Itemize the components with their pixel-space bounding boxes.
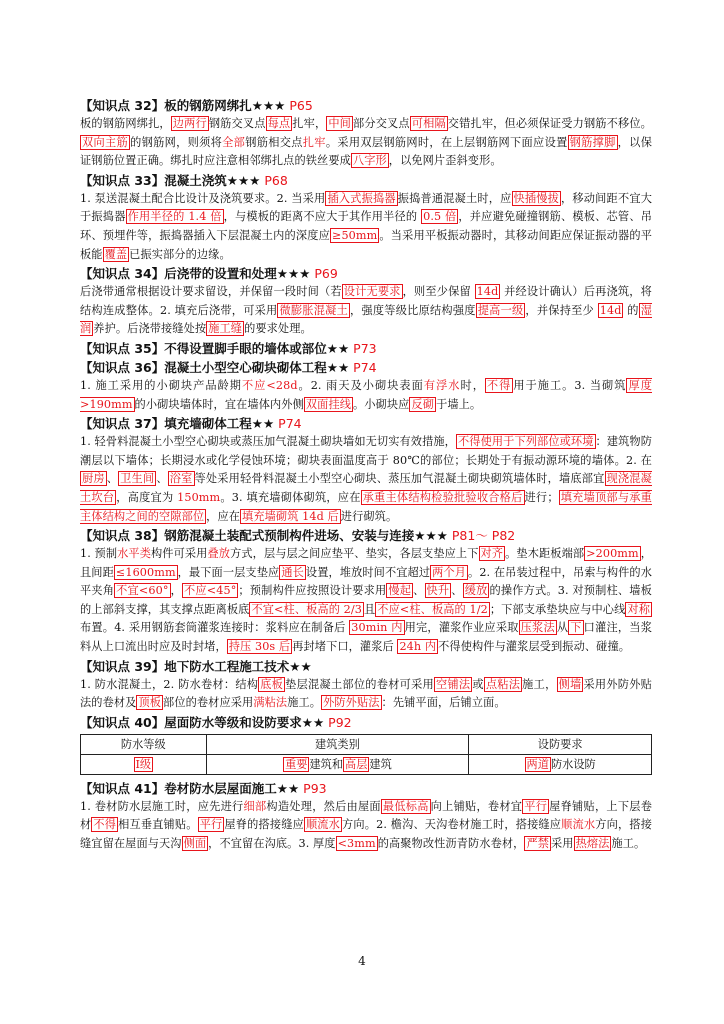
body-text: 部分交叉点 <box>353 117 410 130</box>
key-term-boxed: 空铺法 <box>436 677 471 691</box>
section-title: 【知识点 35】不得设置脚手眼的墙体或部位★★ <box>80 340 350 356</box>
key-term-boxed: 顺流水 <box>305 818 341 832</box>
key-term-boxed: <3mm <box>337 837 376 851</box>
page-reference: P74 <box>278 416 302 432</box>
section-heading <box>80 96 652 115</box>
key-term-boxed: 快升 <box>426 584 450 598</box>
key-term-boxed: 不宜<60° <box>116 584 169 598</box>
body-text: 施工。 <box>611 837 646 851</box>
body-text: 1. 轻骨料混凝土小型空心砌块或蒸压加气混凝土砌块墙如无切实有效措施， <box>80 435 456 449</box>
key-term-boxed: 钢筋撑脚 <box>569 135 616 149</box>
key-term: 扎牢 <box>302 135 326 149</box>
key-term-boxed: 每点 <box>267 117 291 130</box>
knowledge-section <box>80 171 652 264</box>
body-text: ；下部支承垫块应与中心线 <box>489 602 626 616</box>
page-reference: P74 <box>353 359 377 375</box>
key-term-boxed: 两道 <box>526 758 549 772</box>
body-text: 1. 泵送混凝土配合比设计及浇筑要求。2. 当采用 <box>80 191 326 205</box>
body-text: 部位的卷材应采用 <box>163 696 254 710</box>
body-text: 施工， <box>522 677 557 691</box>
section-paragraph <box>80 283 652 339</box>
body-text: 再封堵下口，灌浆后 <box>292 640 398 654</box>
body-text: 或 <box>472 677 484 691</box>
key-term-boxed: 不应<柱、板高的 1/2 <box>377 602 488 616</box>
body-text: 时， <box>460 378 485 392</box>
body-text: 屋脊铺贴，上下层卷材 <box>80 799 653 832</box>
body-text: 用于施工。3. 当砌筑 <box>513 378 627 392</box>
key-term-boxed: 八字形 <box>352 154 387 168</box>
key-term-boxed: 厨房 <box>82 472 105 486</box>
body-text: 施工。 <box>287 696 322 710</box>
body-text: 。3. 填充墙砌体砌筑，应在 <box>220 490 361 504</box>
body-text: 养护。后浇带接缝处按 <box>93 322 207 336</box>
key-term-boxed: 厚度>190mm <box>80 378 652 411</box>
body-text: 的小砌块墙体时，宜在墙体内外侧 <box>134 397 304 411</box>
key-term-boxed: 不应<45° <box>184 584 237 598</box>
page-reference: P81～ P82 <box>451 528 516 544</box>
knowledge-section <box>80 779 652 854</box>
body-text: 的 <box>623 303 639 317</box>
section-heading <box>80 657 652 676</box>
page-reference: P69 <box>314 266 338 282</box>
key-term-boxed: 侧面 <box>183 837 207 851</box>
body-text: 的高聚物改性沥青防水卷材， <box>377 837 525 851</box>
key-term-boxed: ≤1600mm <box>115 565 176 579</box>
key-term-boxed: 现浇混凝土坎台 <box>80 472 652 504</box>
body-text: ，且间距 <box>80 547 652 579</box>
section-paragraph <box>80 190 652 264</box>
section-heading <box>80 414 652 433</box>
key-term-boxed: 24h 内 <box>399 640 437 654</box>
key-term-boxed: 慢起 <box>388 584 412 598</box>
body-text: 且 <box>363 602 376 616</box>
body-text: 布置。4. 采用钢筋套筒灌浆连接时：浆料应在制备后 <box>80 621 350 635</box>
key-term-boxed: 重要 <box>285 758 308 772</box>
body-text: 。当采用平板振动器时，其移动间距应保证振动器的平板能 <box>80 228 653 261</box>
waterproof-grade-table <box>80 734 652 775</box>
key-term-boxed: 顶板 <box>138 696 162 710</box>
body-text: ，以保证钢筋位置正确。绑扎时应注意相邻绑扎点的铁丝要成 <box>80 135 652 168</box>
body-text: 采用 <box>551 837 574 851</box>
body-text: ，高度宜为 <box>116 490 178 504</box>
knowledge-section <box>80 526 652 657</box>
page-reference: P93 <box>303 780 327 796</box>
key-term-boxed: ≥50mm <box>331 228 378 242</box>
section-heading <box>80 358 652 377</box>
key-term: 顺流水 <box>561 818 596 832</box>
key-term-boxed: 微膨胀混凝土 <box>279 303 349 317</box>
knowledge-section <box>80 339 652 358</box>
key-term-boxed: 浴室 <box>169 472 193 486</box>
table-header-cell: 建筑类别 <box>206 734 469 754</box>
body-text: 垫层混凝土部位的卷材可采用 <box>285 677 434 691</box>
section-heading <box>80 171 652 190</box>
body-text: 1. 卷材防水层施工时，应先进行 <box>80 799 244 813</box>
body-text: 进行； <box>524 490 559 504</box>
body-text: 构件可采用 <box>151 547 208 561</box>
key-term: 满粘法 <box>253 696 288 710</box>
key-term-boxed: 下 <box>570 621 582 635</box>
body-text: 钢筋交叉点 <box>208 117 266 130</box>
section-heading <box>80 779 652 798</box>
body-text: ，则至少保留 <box>402 285 475 299</box>
key-term-boxed: 持压 30s 后 <box>228 640 291 654</box>
key-term-boxed: 缓放 <box>464 584 488 598</box>
section-title: 【知识点 36】混凝土小型空心砌块砌体工程★★ <box>80 359 350 375</box>
key-term-boxed: Ⅰ级 <box>135 758 152 772</box>
body-text: 向上铺贴，卷材宜 <box>430 799 523 813</box>
section-title: 【知识点 34】后浇带的设置和处理★★★ <box>80 266 311 282</box>
knowledge-section <box>80 264 652 339</box>
key-term-boxed: 湿润 <box>80 303 652 336</box>
section-title: 【知识点 37】填充墙砌体工程★★ <box>80 416 275 432</box>
key-term: 150mm <box>177 490 221 504</box>
body-text: ， <box>170 584 183 598</box>
page-reference: P73 <box>353 340 377 356</box>
body-text: 。采用双层钢筋网时，在上层钢筋网下面应设置 <box>325 135 568 149</box>
body-text: 。2. 雨天及小砌块表面 <box>297 378 424 392</box>
key-term: 细部 <box>243 799 267 813</box>
body-text: 建筑和 <box>309 758 344 772</box>
body-text: 1. 施工采用的小砌块产品龄期 <box>80 378 242 392</box>
body-text: 振捣普通混凝土时，应 <box>397 191 512 205</box>
body-text: ，并应避免碰撞钢筋、模板、芯管、吊环、预埋件等，振捣器插入下层混凝土内的深度应 <box>80 210 653 242</box>
knowledge-section <box>80 657 652 713</box>
key-term-boxed: 最低标高 <box>382 799 429 813</box>
table-header-row <box>81 734 652 754</box>
body-text: 。垫木距板端部 <box>505 547 585 561</box>
body-text: 方式，层与层之间应垫平、垫实，各层支垫应上下 <box>230 547 479 561</box>
body-text: 。2. 在吊装过程中，吊索与构件的水平夹角 <box>80 565 652 598</box>
key-term-boxed: 双向主筋 <box>82 135 129 149</box>
key-term-boxed: 填充墙顶部与承重主体结构之间的空隙部位 <box>80 490 652 523</box>
page-reference: P68 <box>264 172 288 188</box>
section-title: 【知识点 38】钢筋混凝土装配式预制构件进场、安装与连接★★★ <box>80 528 448 544</box>
table-row <box>81 754 652 774</box>
key-term-boxed: 中间 <box>328 117 352 130</box>
table-header-cell: 设防要求 <box>469 734 652 754</box>
section-paragraph <box>80 798 652 854</box>
key-term: 有浮水 <box>423 378 461 392</box>
body-text: 、 <box>156 472 168 486</box>
section-paragraph <box>80 115 652 171</box>
body-text: 于墙上。 <box>436 397 482 411</box>
body-text: 建筑 <box>369 758 392 772</box>
body-text: 构造处理，然后由屋面 <box>266 799 381 813</box>
body-text: 已振实部分的边缘。 <box>129 247 231 261</box>
body-text: 的钢筋网，则须将 <box>130 135 223 149</box>
key-term-boxed: 提高一级 <box>477 303 524 317</box>
body-text: ；预制构件应按照设计要求用 <box>238 584 387 598</box>
table-cell <box>206 754 469 774</box>
key-term-boxed: 热熔法 <box>575 837 610 851</box>
knowledge-section <box>80 713 652 775</box>
body-text: 采用外防外贴法的卷材及 <box>80 677 652 710</box>
section-heading <box>80 339 652 358</box>
key-term-boxed: 0.5 倍 <box>423 210 457 224</box>
body-text: 1. 预制 <box>80 547 118 561</box>
body-text: 板的钢筋网绑扎， <box>80 117 171 130</box>
knowledge-section <box>80 358 652 414</box>
body-text: 交错扎牢，但必须保证受力钢筋不移位。 <box>447 117 652 130</box>
key-term-boxed: 覆盖 <box>104 247 128 261</box>
body-text: 等处采用轻骨料混凝土小型空心砌块、蒸压加气混凝土砌块砌筑墙体时，墙底部宜 <box>194 472 605 486</box>
key-term-boxed: 14d <box>599 303 622 317</box>
section-paragraph <box>80 676 652 713</box>
body-text: ，不宜留在沟底。3. 厚度 <box>208 837 336 851</box>
key-term-boxed: 不得 <box>93 818 117 832</box>
key-term-boxed: 快插慢拔 <box>513 191 560 205</box>
body-text: 扎牢， <box>292 117 327 130</box>
body-text: 1. 防水混凝土，2. 防水卷材：结构 <box>80 677 259 691</box>
page-reference: P92 <box>328 714 352 730</box>
body-text: 口灌注，当浆料从上口流出时应及时封堵， <box>80 621 652 654</box>
body-text: 屋脊的搭接缝应 <box>224 818 304 832</box>
section-title: 【知识点 40】屋面防水等级和设防要求★★ <box>80 714 325 730</box>
key-term-boxed: 边两行 <box>172 117 207 130</box>
key-term-boxed: 对齐 <box>480 547 504 561</box>
body-text: 、 <box>451 584 463 598</box>
section-paragraph <box>80 377 652 414</box>
key-term-boxed: 底板 <box>260 677 284 691</box>
body-text: 相互垂直铺贴。 <box>118 818 198 832</box>
body-text: ：先铺平面，后铺立面。 <box>381 696 506 710</box>
section-heading <box>80 526 652 545</box>
key-term-boxed: 两个月 <box>432 565 467 579</box>
section-title: 【知识点 39】地下防水工程施工技术★★ <box>80 658 312 674</box>
page-reference: P65 <box>289 98 313 113</box>
body-text: 防水设防 <box>550 758 596 772</box>
key-term: 不应<28d <box>241 378 298 392</box>
body-text: 、 <box>106 472 119 486</box>
body-text: 的要求处理。 <box>244 322 312 336</box>
key-term-boxed: 设计无要求 <box>343 285 401 299</box>
body-text: ，与模板的距离不应大于其作用半径的 <box>223 210 422 224</box>
key-term-boxed: 不宜<柱、板高的 2/3 <box>251 602 362 616</box>
key-term-boxed: 填充墙砌筑 14d 后 <box>242 509 339 523</box>
key-term-boxed: 严禁 <box>526 837 550 851</box>
body-text: ，以免网片歪斜变形。 <box>388 154 502 168</box>
body-text: ，强度等级比原结构强度 <box>350 303 476 317</box>
table-cell <box>469 754 652 774</box>
key-term-boxed: 14d <box>476 285 499 299</box>
body-text: ，并保持至少 <box>525 303 598 317</box>
body-text: 后浇带通常根据设计要求留设，并保留一段时间（若 <box>80 285 342 299</box>
body-text: ，最下面一层支垫应 <box>177 565 280 579</box>
key-term-boxed: 施工缝 <box>208 322 243 336</box>
section-title: 【知识点 33】混凝土浇筑★★★ <box>80 172 261 188</box>
key-term-boxed: 平行 <box>524 799 548 813</box>
body-text: ，应在 <box>206 509 241 523</box>
body-text: 从 <box>556 621 569 635</box>
section-title: 【知识点 41】卷材防水层屋面施工★★ <box>80 780 300 796</box>
key-term-boxed: 侧墙 <box>558 677 582 691</box>
body-text: ：建筑物防潮层以下墙体；长期浸水或化学侵蚀环境；砌块表面温度高于 80℃的部位；长期处于有振动源环境的墙体。2. 在 <box>80 435 652 467</box>
key-term-boxed: 平行 <box>199 818 223 832</box>
key-term-boxed: 压浆法 <box>520 621 555 635</box>
key-term-boxed: >200mm <box>586 547 639 561</box>
body-text: 。小砌块应 <box>353 397 410 411</box>
table-cell <box>81 754 207 774</box>
body-text: 、 <box>413 584 425 598</box>
key-term-boxed: 外防外贴法 <box>323 696 380 710</box>
knowledge-section <box>80 96 652 171</box>
key-term-boxed: 对称 <box>627 602 650 616</box>
key-term-boxed: 30min 内 <box>351 621 403 635</box>
key-term-boxed: 不得使用于下列部位或环境 <box>457 435 594 449</box>
body-text: 钢筋相交点 <box>245 135 303 149</box>
key-term-boxed: 承重主体结构检验批验收合格后 <box>362 490 523 504</box>
key-term: 全部 <box>222 135 246 149</box>
key-term-boxed: 反砌 <box>411 397 435 411</box>
key-term-boxed: 点粘法 <box>485 677 521 691</box>
key-term-boxed: 通长 <box>281 565 304 579</box>
section-heading <box>80 264 652 283</box>
section-title: 【知识点 32】板的钢筋网绑扎★★★ <box>80 98 286 113</box>
page-number: 4 <box>358 954 366 968</box>
knowledge-section <box>80 414 652 526</box>
body-text: 设置，堆放时间不宜超过 <box>305 565 431 579</box>
key-term-boxed: 双面挂线 <box>305 397 352 411</box>
body-text: 方向。2. 檐沟、天沟卷材施工时，搭接缝应 <box>342 818 562 832</box>
body-text: 方向，搭接缝宜留在屋面与天沟 <box>80 818 653 851</box>
key-term: 叠放 <box>207 547 231 561</box>
table-header-cell: 防水等级 <box>81 734 207 754</box>
section-paragraph <box>80 545 652 657</box>
body-text: 不得使构件与灌浆层受到振动、碰撞。 <box>438 640 631 654</box>
section-paragraph <box>80 433 652 526</box>
key-term-boxed: 插入式振捣器 <box>327 191 396 205</box>
body-text: 用完，灌浆作业应采取 <box>404 621 519 635</box>
key-term-boxed: 卫生间 <box>120 472 155 486</box>
body-text: 的操作方式。3. 对预制柱、墙板的上部斜支撑，其支撑点距离板底 <box>80 584 652 616</box>
document-page <box>80 96 652 854</box>
key-term-boxed: 作用半径的 1.4 倍 <box>127 210 222 224</box>
body-text: ，移动间距不宜大于振捣器 <box>80 191 652 224</box>
key-term-boxed: 高层 <box>345 758 368 772</box>
key-term-boxed: 可相隔 <box>411 117 446 130</box>
body-text: 并经设计确认）后再浇筑，将结构连成整体。2. 填充后浇带，可采用 <box>80 285 652 317</box>
key-term: 水平类 <box>117 547 152 561</box>
body-text: 进行砌筑。 <box>340 509 398 523</box>
section-heading <box>80 713 652 732</box>
key-term-boxed: 不得 <box>486 378 512 392</box>
